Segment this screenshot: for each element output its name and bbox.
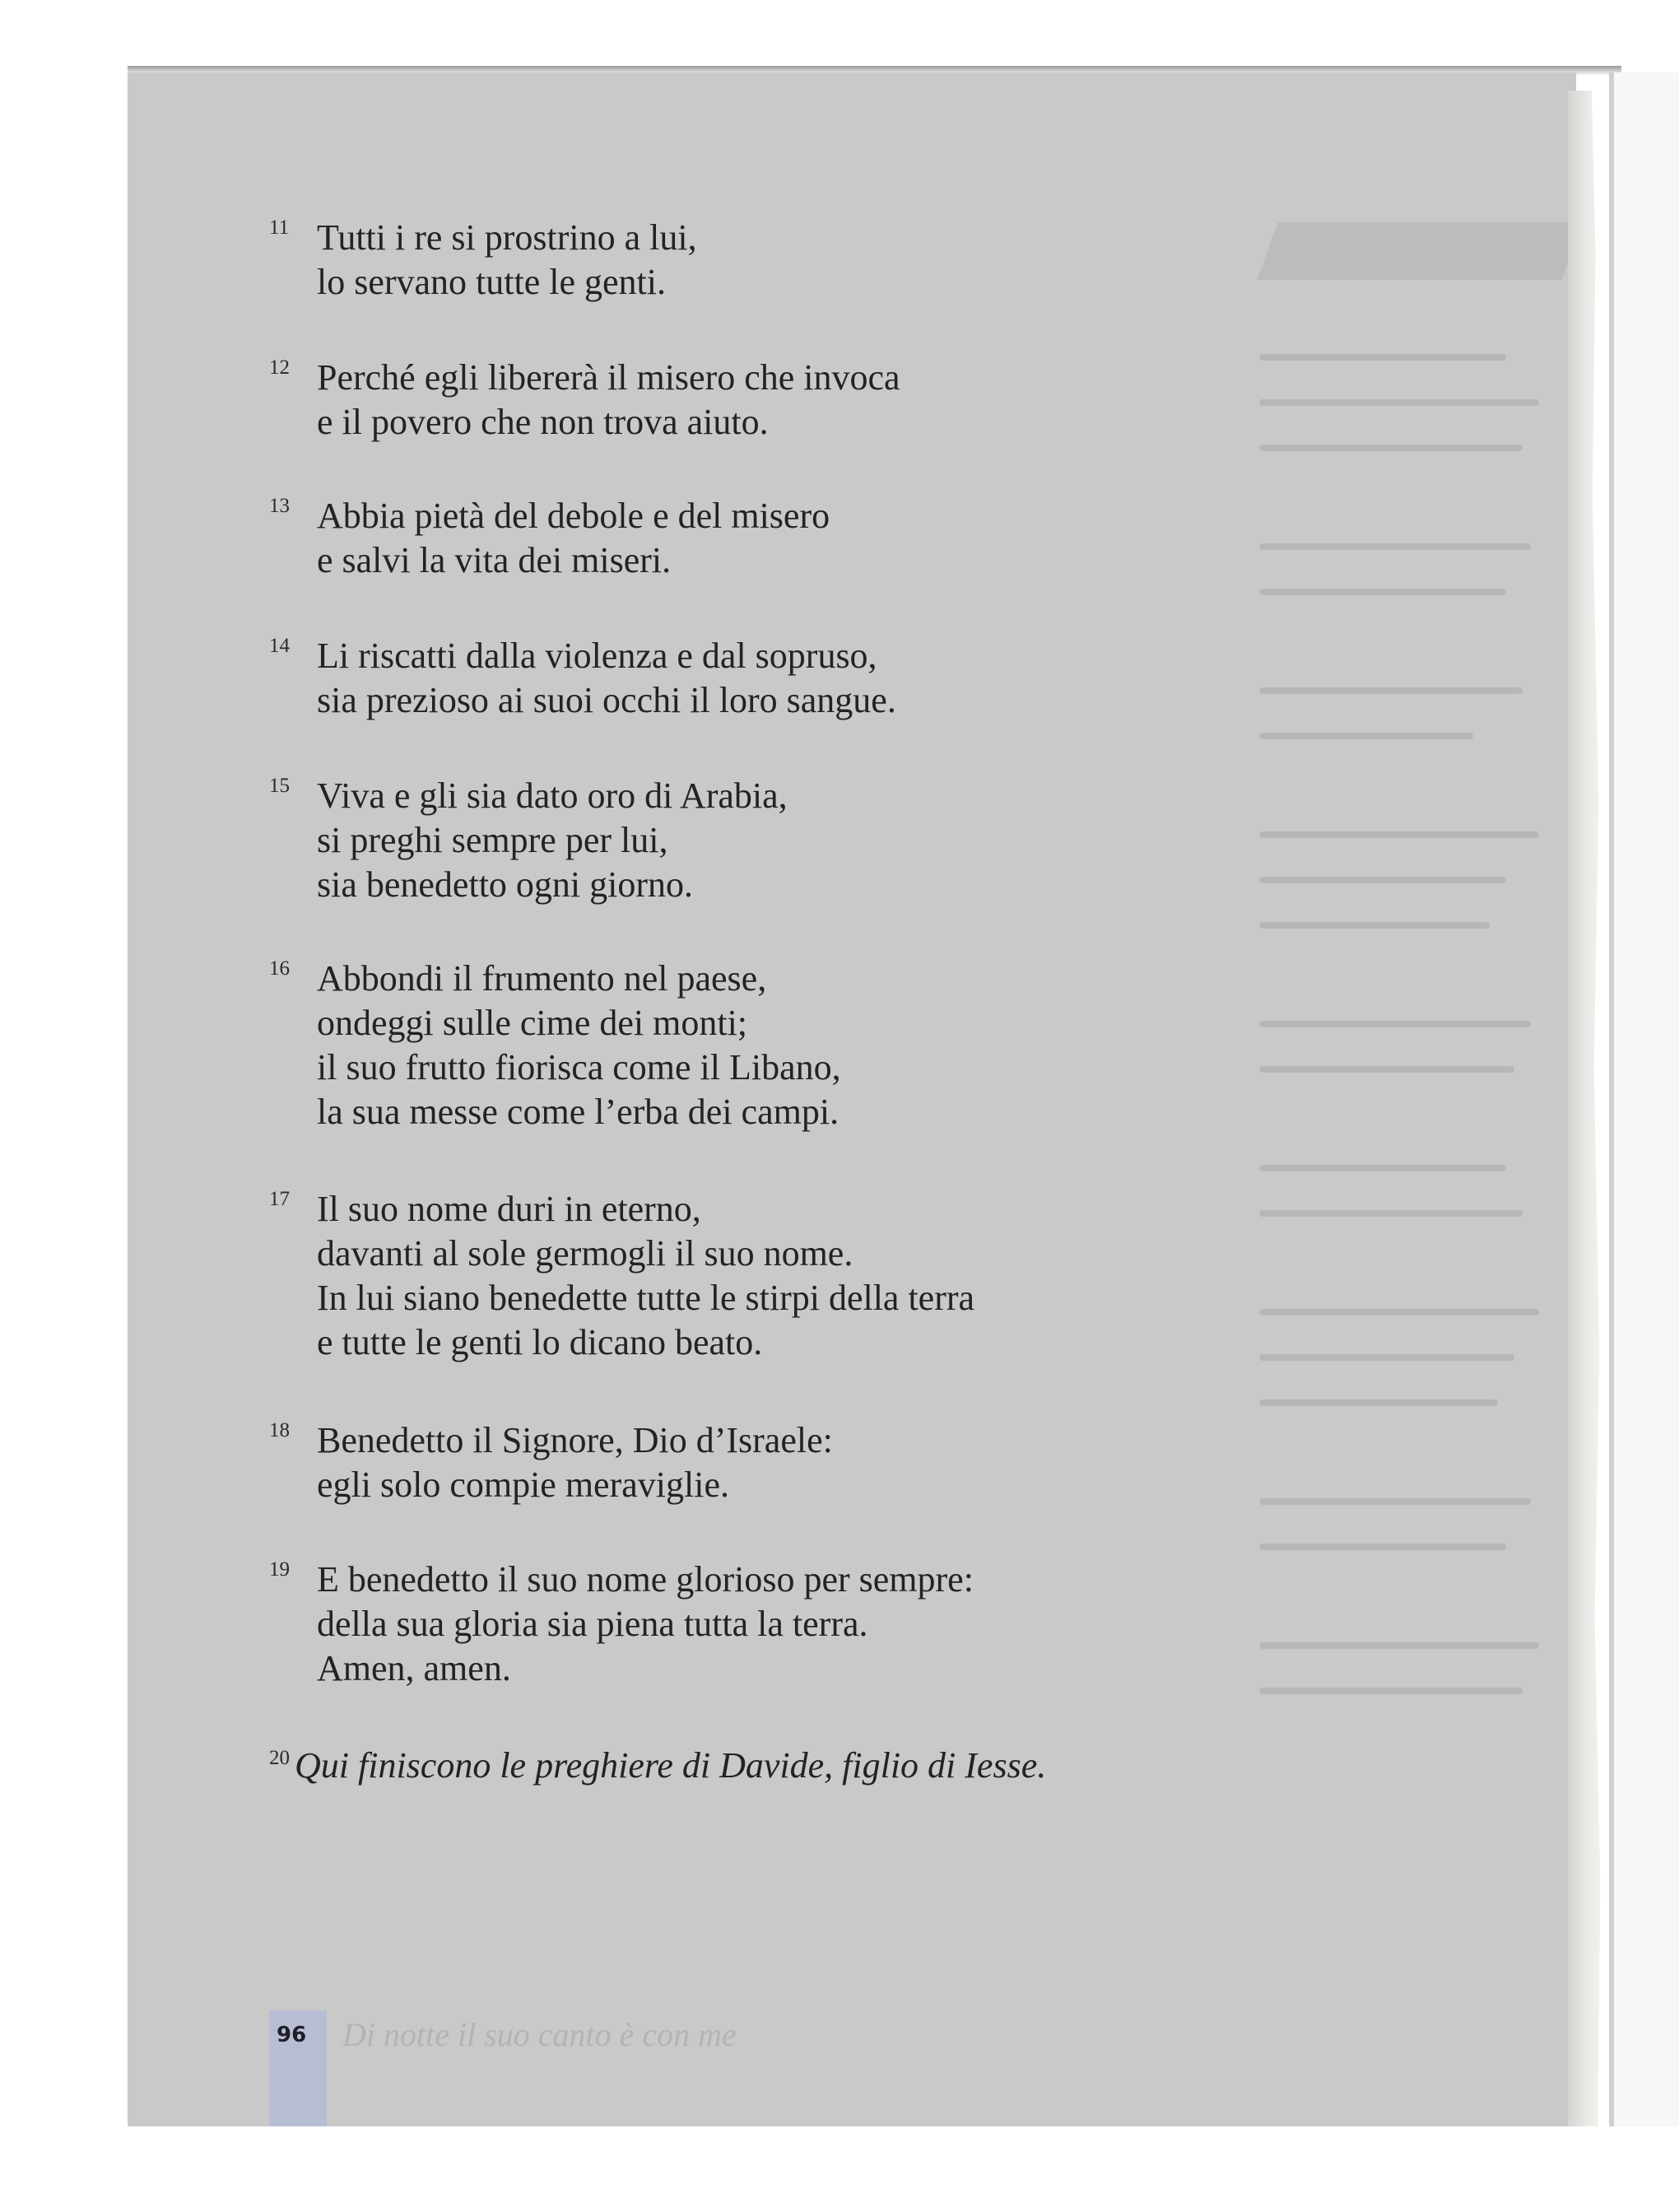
- closing-verse-20: [269, 1744, 1046, 1788]
- verse-11: [269, 216, 697, 305]
- verse-13: [269, 494, 830, 583]
- verse-line: E benedetto il suo nome glorioso per sempre:: [317, 1559, 974, 1600]
- verse-number: 19: [269, 1558, 290, 1581]
- verse-number: 17: [269, 1188, 290, 1210]
- facing-page-edge: [1609, 72, 1679, 2126]
- verse-line: della sua gloria sia piena tutta la terra.: [317, 1604, 868, 1644]
- verse-line: Il suo nome duri in eterno,: [317, 1189, 701, 1229]
- verse-line: il suo frutto fiorisca come il Libano,: [317, 1047, 841, 1087]
- verse-line: sia benedetto ogni giorno.: [317, 864, 694, 905]
- verse-number: 15: [269, 775, 290, 797]
- verse-line: e tutte le genti lo dicano beato.: [317, 1322, 763, 1362]
- verse-line: Tutti i re si prostrino a lui,: [317, 217, 697, 258]
- verse-line: sia prezioso ai suoi occhi il loro sangue.: [317, 680, 896, 720]
- verse-line: la sua messe come l’erba dei campi.: [317, 1092, 840, 1132]
- verse-number: 18: [269, 1419, 290, 1441]
- running-title: Di notte il suo canto è con me: [342, 2016, 737, 2053]
- verse-line: e il povero che non trova aiuto.: [317, 402, 769, 442]
- verse-line: Perché egli libererà il misero che invoca: [317, 357, 900, 398]
- verse-line: lo servano tutte le genti.: [317, 262, 666, 302]
- verse-number: 14: [269, 635, 290, 657]
- verse-18: [269, 1418, 833, 1507]
- verse-12: [269, 356, 900, 445]
- verse-19: [269, 1558, 974, 1691]
- verse-15: [269, 774, 788, 907]
- verse-line: ondeggi sulle cime dei monti;: [317, 1003, 748, 1043]
- verse-line: Li riscatti dalla violenza e dal sopruso,: [317, 636, 877, 676]
- verse-number: 20: [269, 1747, 290, 1770]
- verse-line: Amen, amen.: [317, 1648, 511, 1688]
- verse-17: [269, 1187, 974, 1365]
- page-number: 96: [277, 2023, 307, 2047]
- verse-number: 11: [269, 217, 290, 239]
- verse-number: 12: [269, 356, 290, 379]
- verse-number: 16: [269, 957, 290, 980]
- verse-line: Abbondi il frumento nel paese,: [317, 958, 767, 999]
- closing-text: Qui finiscono le preghiere di Davide, figlio di Iesse.: [295, 1745, 1047, 1786]
- verse-line: In lui siano benedette tutte le stirpi della terra: [317, 1278, 975, 1318]
- verse-line: si preghi sempre per lui,: [317, 820, 668, 860]
- verse-14: [269, 634, 896, 723]
- torn-page-edge: [1568, 91, 1607, 2126]
- verse-line: davanti al sole germogli il suo nome.: [317, 1233, 853, 1274]
- verse-line: Viva e gli sia dato oro di Arabia,: [317, 775, 788, 816]
- verse-line: e salvi la vita dei miseri.: [317, 540, 672, 580]
- verse-16: [269, 957, 841, 1134]
- facing-page-shadow: [1609, 72, 1614, 2126]
- verse-number: 13: [269, 495, 290, 517]
- verse-line: egli solo compie meraviglie.: [317, 1465, 729, 1505]
- verse-line: Abbia pietà del debole e del misero: [317, 496, 830, 536]
- verse-line: Benedetto il Signore, Dio d’Israele:: [317, 1420, 833, 1460]
